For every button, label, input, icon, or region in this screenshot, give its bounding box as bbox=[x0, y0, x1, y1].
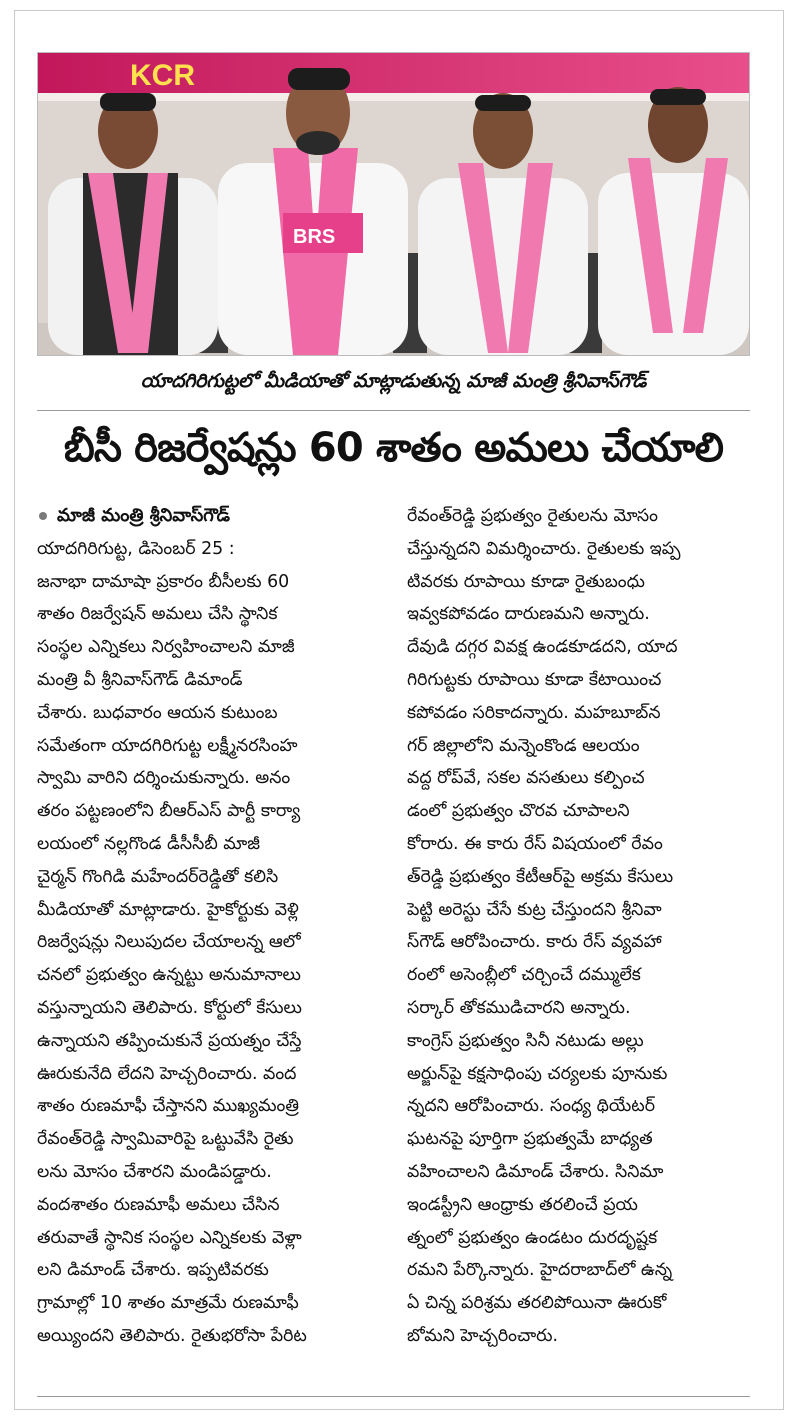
article-line: లని డిమాండ్ చేశారు. ఇప్పటివరకు bbox=[37, 1260, 269, 1281]
press-meet-photo bbox=[37, 52, 750, 356]
article-line: న్నదని ఆరోపించారు. సంధ్య థియేటర్ bbox=[407, 1096, 656, 1117]
article-line: వస్తున్నాయని తెలిపారు. కోర్టులో కేసులు bbox=[37, 997, 302, 1018]
photo-caption: యాదగిరిగుట్టలో మీడియాతో మాట్లాడుతున్న మాజీ మంత్రి శ్రీనివాస్‌గౌడ్‌ bbox=[140, 370, 647, 392]
byline bbox=[37, 500, 389, 533]
banner-text: KCR bbox=[130, 59, 195, 92]
article-line: కాంగ్రెస్ ప్రభుత్వం సినీ నటుడు అల్లు bbox=[407, 1030, 644, 1051]
article-line: కోరారు. ఈ కారు రేస్ విషయంలో రేవం bbox=[407, 833, 663, 854]
article-line: సంస్థల ఎన్నికలు నిర్వహించాలని మాజీ bbox=[37, 637, 295, 658]
article-line: చేశారు. బుధవారం ఆయన కుటుంబ bbox=[37, 702, 278, 723]
article-line: మంత్రి వీ శ్రీనివాస్‌గౌడ్ డిమాండ్ bbox=[37, 669, 243, 690]
article-line: త్‌రెడ్డి ప్రభుత్వం కేటీఆర్‌పై అక్రమ కేసులు bbox=[407, 866, 674, 887]
article-line: ఇవ్వకపోవడం దారుణమని అన్నారు. bbox=[407, 604, 650, 625]
article-line: గర్ జిల్లాలోని మన్నెంకొండ ఆలయం bbox=[407, 735, 640, 756]
article-line: వందశాతం రుణమాఫీ అమలు చేసిన bbox=[37, 1194, 280, 1215]
article-line: స్‌గౌడ్ ఆరోపించారు. కారు రేస్ వ్యవహా bbox=[407, 932, 662, 953]
article-line: త్నంలో ప్రభుత్వం ఉండటం దురదృష్టక bbox=[407, 1227, 658, 1248]
article-line: బోమని హెచ్చరించారు. bbox=[407, 1325, 559, 1346]
byline-text: మాజీ మంత్రి శ్రీనివాస్‌గౌడ్‌ bbox=[57, 505, 230, 526]
article-line: మీడియాతో మాట్లాడారు. హైకోర్టుకు వెళ్లి bbox=[37, 899, 299, 920]
article-line: డంలో ప్రభుత్వం చొరవ చూపాలని bbox=[407, 801, 630, 822]
article-line: సమేతంగా యాదగిరిగుట్ట లక్ష్మీనరసింహ bbox=[37, 735, 298, 756]
bullet-icon bbox=[39, 512, 47, 520]
article-column-right bbox=[407, 500, 750, 1353]
article-line: రేవంత్‌రెడ్డి స్వామివారిపై ఒట్టువేసి రైతు bbox=[37, 1129, 294, 1150]
bottom-divider bbox=[37, 1396, 750, 1397]
article-line: రిజర్వేషన్లు నిలుపుదల చేయాలన్న ఆలో bbox=[37, 932, 301, 953]
headline: బీసీ రిజర్వేషన్లు 60 శాతం అమలు చేయాలి bbox=[63, 425, 724, 471]
article-line: లయంలో నల్లగొండ డీసీసీబీ మాజీ bbox=[37, 833, 260, 854]
article-line: తరం పట్టణంలోని బీఆర్ఎస్ పార్టీ కార్యా bbox=[37, 801, 301, 822]
article-line: వద్ద రోప్‌వే, సకల వసతులు కల్పించ bbox=[407, 768, 645, 789]
article-line: గిరిగుట్టకు రూపాయి కూడా కేటాయించ bbox=[407, 669, 662, 690]
article-line: స్వామి వారిని దర్శించుకున్నారు. అనం bbox=[37, 768, 291, 789]
article-line: శాతం రుణమాఫీ చేస్తానని ముఖ్యమంత్రి bbox=[37, 1096, 299, 1117]
article-column-left bbox=[37, 500, 389, 1353]
article-line: చైర్మన్ గొంగిడి మహేందర్‌రెడ్డితో కలిసి bbox=[37, 866, 279, 887]
article-line: సర్కార్ తోకముడిచారని అన్నారు. bbox=[407, 997, 631, 1018]
left-lines bbox=[37, 533, 389, 1353]
article-line: పెట్టి అరెస్టు చేసే కుట్ర చేస్తుందని శ్రీనివా bbox=[407, 899, 662, 920]
article-line: టివరకు రూపాయి కూడా రైతుబంధు bbox=[407, 571, 645, 592]
article-line: ఊరుకునేది లేదని హెచ్చరించారు. వంద bbox=[37, 1063, 297, 1084]
article-line: చనలో ప్రభుత్వం ఉన్నట్టు అనుమానాలు bbox=[37, 965, 301, 986]
article-line: రమని పేర్కొన్నారు. హైదరాబాద్‌లో ఉన్న bbox=[407, 1260, 673, 1281]
article-line: తరువాతే స్థానిక సంస్థల ఎన్నికలకు వెళ్లా bbox=[37, 1227, 302, 1248]
article-line: శాతం రిజర్వేషన్ అమలు చేసి స్థానిక bbox=[37, 604, 278, 625]
article-line: జనాభా దామాషా ప్రకారం బీసీలకు 60 bbox=[37, 571, 290, 592]
article-line: వహించాలని డిమాండ్ చేశారు. సినిమా bbox=[407, 1161, 664, 1182]
article-line: రేవంత్‌రెడ్డి ప్రభుత్వం రైతులను మోసం bbox=[407, 506, 658, 526]
article-line: చేస్తున్నదని విమర్శించారు. రైతులకు ఇప్ప bbox=[407, 538, 681, 559]
article-line: ఉన్నాయని తప్పించుకునే ప్రయత్నం చేస్తే bbox=[37, 1030, 302, 1051]
article-line: లను మోసం చేశారని మండిపడ్డారు. bbox=[37, 1161, 272, 1182]
article-line: ఏ చిన్న పరిశ్రమ తరలిపోయినా ఊరుకో bbox=[407, 1293, 667, 1314]
right-lines bbox=[407, 500, 750, 1353]
article-line: కపోవడం సరికాదన్నారు. మహబూబ్‌న bbox=[407, 702, 661, 723]
article-line: యాదగిరిగుట్ట, డిసెంబర్ 25 : bbox=[37, 538, 235, 559]
article-line: రంలో అసెంబ్లీలో చర్చించే దమ్ములేక bbox=[407, 965, 641, 986]
article-line: ఇండస్ట్రీని ఆంధ్రాకు తరలించే ప్రయ bbox=[407, 1194, 638, 1215]
divider bbox=[37, 410, 750, 411]
article-line: అర్జున్‌పై కక్షసాధింపు చర్యలకు పూనుకు bbox=[407, 1063, 668, 1084]
press-meet-illustration bbox=[38, 53, 749, 355]
article-line: అయ్యిందని తెలిపారు. రైతుభరోసా పేరిట bbox=[37, 1325, 307, 1346]
article-line: గ్రామాల్లో 10 శాతం మాత్రమే రుణమాఫీ bbox=[37, 1293, 299, 1314]
party-badge-text: BRS bbox=[293, 226, 336, 248]
article-line: దేవుడి దగ్గర వివక్ష ఉండకూడదని, యాద bbox=[407, 637, 678, 658]
article-line: ఘటనపై పూర్తిగా ప్రభుత్వమే బాధ్యత bbox=[407, 1129, 653, 1150]
